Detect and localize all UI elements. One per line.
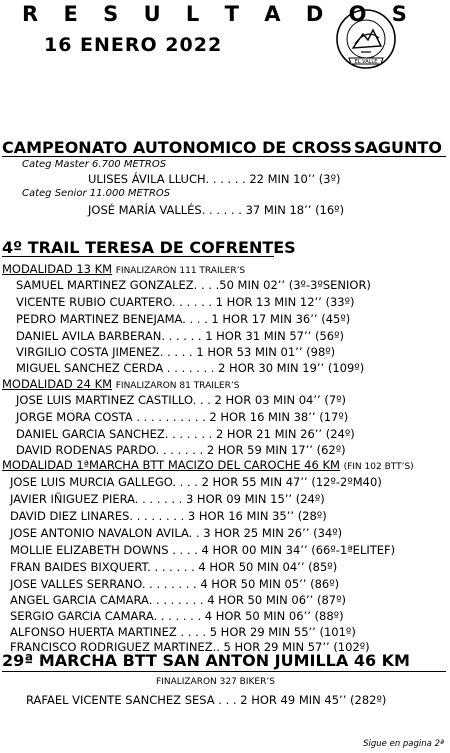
result-row: JOSE VALLES SERRANO. . . . . . . . 4 HOR 50 MIN 05’’ (86º): [10, 577, 340, 591]
result-row: JORGE MORA COSTA . . . . . . . . . . 2 HOR 16 MIN 38’’ (17º): [16, 410, 349, 424]
finishers-note: FINALIZARON 327 BIKER’S: [156, 677, 275, 687]
result-row: ULISES ÁVILA LLUCH. . . . . . 22 MIN 10’’ (3º): [88, 172, 341, 186]
result-row: SERGIO GARCIA CAMARA. . . . . . . 4 HOR 50 MIN 06’’ (88º): [10, 609, 344, 623]
continued-note: Sigue en pagina 2ª: [363, 739, 444, 749]
result-row: VICENTE RUBIO CUARTERO. . . . . . 1 HOR 13 MIN 12’’ (33º): [16, 295, 355, 309]
section-cross-name: CAMPEONATO AUTONOMICO DE CROSS: [2, 138, 352, 157]
result-row: SAMUEL MARTINEZ GONZALEZ. . . .50 MIN 02’’ (3º-3ºSENIOR): [16, 278, 371, 292]
page-title: R E S U L T A D O S: [22, 2, 416, 26]
modality-13km: [2, 262, 245, 276]
result-row: PEDRO MARTINEZ BENEJAMA. . . . 1 HOR 17 MIN 36’’ (45º): [16, 312, 351, 326]
page-date: 16 ENERO 2022: [44, 34, 223, 56]
result-row: JAVIER IÑIGUEZ PIERA. . . . . . . 3 HOR 09 MIN 15’’ (24º): [10, 492, 325, 506]
result-row: DANIEL AVILA BARBERAN. . . . . . 1 HOR 31 MIN 57’’ (56º): [16, 329, 344, 343]
modality-label: MODALIDAD 13 KM: [2, 262, 113, 276]
result-row: JOSE LUIS MURCIA GALLEGO. . . . 2 HOR 55 MIN 47’’ (12º-2ºM40): [10, 475, 382, 489]
result-row: FRANCISCO RODRIGUEZ MARTINEZ.. 5 HOR 29 MIN 57’’ (102º): [10, 640, 370, 654]
modality-btt: [2, 458, 414, 472]
divider: [2, 256, 274, 257]
result-row: RAFAEL VICENTE SANCHEZ SESA . . . 2 HOR 49 MIN 45’’ (282º): [26, 693, 387, 707]
divider: [2, 671, 446, 672]
result-row: JOSE LUIS MARTINEZ CASTILLO. . . 2 HOR 03 MIN 04’’ (7º): [16, 393, 347, 407]
svg-text:EL VALLE: EL VALLE: [354, 59, 378, 65]
result-row: MOLLIE ELIZABETH DOWNS . . . . 4 HOR 00 MIN 34’’ (66º-1ªELITEF): [10, 543, 396, 557]
section-title-cross: [2, 138, 442, 157]
result-row: MIGUEL SANCHEZ CERDA . . . . . . . 2 HOR 30 MIN 19’’ (109º): [16, 361, 365, 375]
modality-note: FINALIZARON 111 TRAILER’S: [115, 266, 246, 276]
result-row: FRAN BAIDES BIXQUERT. . . . . . . 4 HOR 50 MIN 04’’ (85º): [10, 560, 338, 574]
modality-note: FINALIZARON 81 TRAILER’S: [115, 381, 240, 391]
club-logo: [335, 8, 397, 70]
modality-label: MODALIDAD 1ªMARCHA BTT MACIZO DEL CAROCHE 46 KM: [2, 458, 340, 472]
modality-label: MODALIDAD 24 KM: [2, 377, 113, 391]
result-row: DAVID RODENAS PARDO. . . . . . . 2 HOR 59 MIN 17’’ (62º): [16, 443, 346, 457]
result-row: DAVID DIEZ LINARES. . . . . . . . 3 HOR 16 MIN 35’’ (28º): [10, 509, 327, 523]
category-senior: Categ Senior 11.000 METROS: [22, 188, 171, 199]
result-row: JOSE ANTONIO NAVALON AVILA. . 3 HOR 25 MIN 26’’ (34º): [10, 526, 343, 540]
result-row: ANGEL GARCIA CAMARA. . . . . . . . 4 HOR 50 MIN 06’’ (87º): [10, 593, 347, 607]
section-title-trail: 4º TRAIL TERESA DE COFRENTES: [2, 238, 296, 257]
result-row: DANIEL GARCIA SANCHEZ. . . . . . . 2 HOR 21 MIN 26’’ (24º): [16, 427, 355, 441]
section-title-marcha: 29ª MARCHA BTT SAN ANTON JUMILLA 46 KM: [2, 651, 410, 670]
divider: [2, 156, 446, 157]
result-row: JOSÉ MARÍA VALLÉS. . . . . . 37 MIN 18’’ (16º): [88, 203, 345, 217]
category-master: Categ Master 6.700 METROS: [22, 159, 167, 170]
modality-24km: [2, 377, 239, 391]
result-row: ALFONSO HUERTA MARTINEZ . . . . 5 HOR 29 MIN 55’’ (101º): [10, 625, 356, 639]
result-row: VIRGILIO COSTA JIMENEZ. . . . . 1 HOR 53 MIN 01’’ (98º): [16, 345, 336, 359]
section-cross-location: SAGUNTO: [354, 138, 442, 157]
modality-note: (FIN 102 BTT’S): [343, 462, 414, 472]
